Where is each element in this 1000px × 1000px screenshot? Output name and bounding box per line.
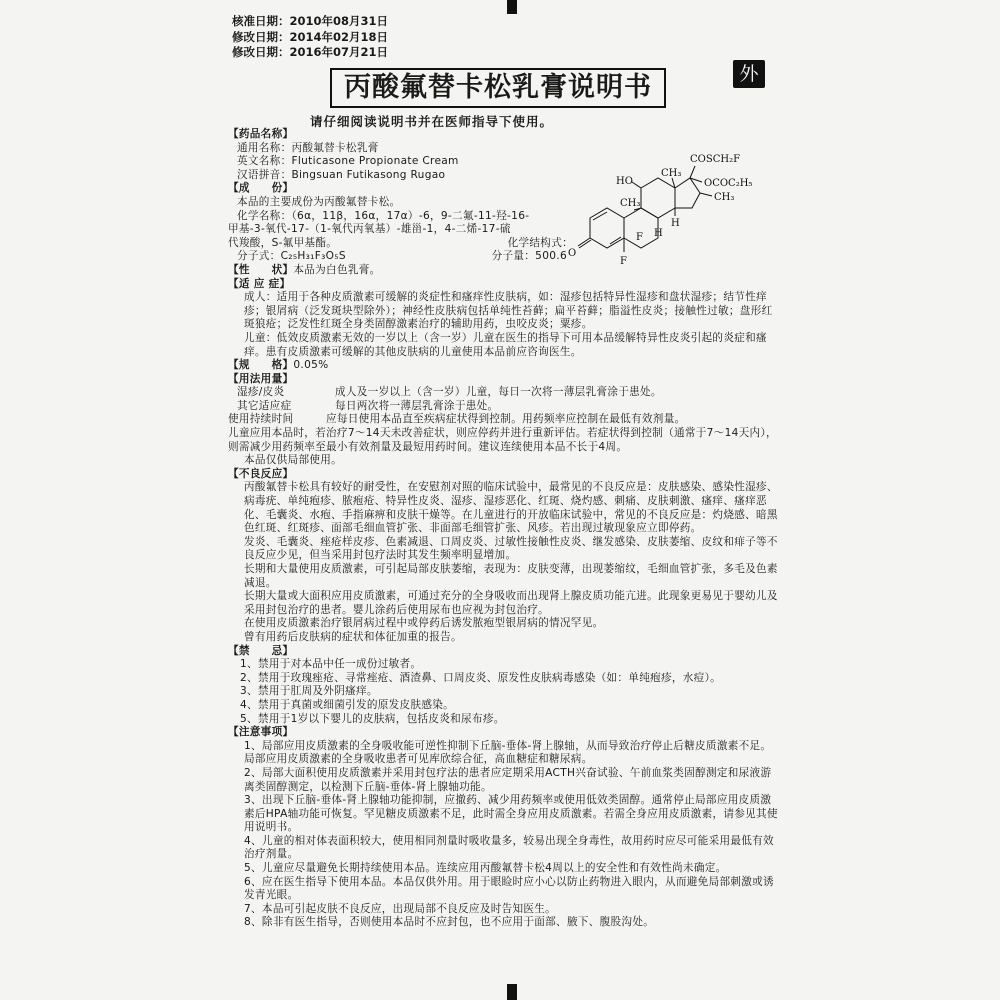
approval-dates: [232, 14, 388, 61]
usage-condition: 使用持续时间: [228, 413, 294, 426]
structure-label-oxygen: O: [568, 248, 577, 259]
molecular-weight: 分子量：500.6: [491, 250, 567, 263]
pinyin-name: 汉语拼音：Bingsuan Futikasong Rugao: [237, 168, 446, 181]
indications-child: 儿童：低效皮质激素无效的一岁以上（含一岁）儿童在医生的指导下可用本品缓解特异性皮炎引起的炎症和瘙痒。患有皮质激素可缓解的其他皮肤病的儿童使用本品前应咨询医生。: [244, 331, 767, 358]
usage-dosage: 成人及一岁以上（含一岁）儿童，每日一次将一薄层乳膏涂于患处。: [335, 386, 662, 399]
chemical-name-end: 代羧酸，S-氟甲基酯。: [228, 236, 338, 249]
precaution-item: 2、局部大面积使用皮质激素并采用封包疗法的患者应定期采用ACTH兴奋试验、午前血浆类固醇测定和尿液游离类固醇测定，以检测下丘脑-垂体-肾上腺轴功能。: [244, 766, 772, 793]
usage-condition: 其它适应症: [237, 399, 292, 412]
adverse-paragraph: 长期和大量使用皮质激素，可引起局部皮肤萎缩，表现为：皮肤变薄，出现萎缩纹，毛细血管扩张，多毛及色素减退。: [244, 563, 778, 589]
precaution-item: 6、应在医生指导下使用本品。本品仅供外用。用于眼睑时应小心以防止药物进入眼内，从而避免局部刺激或诱发青光眼。: [244, 875, 774, 902]
structure-caption: 化学结构式：: [507, 236, 573, 249]
approval-date: 核准日期：2010年08月31日: [232, 14, 389, 28]
contraindication-item: 2、禁用于玫瑰痤疮、寻常痤疮、酒渣鼻、口周皮炎、原发性皮肤病毒感染（如：单纯疱疹，水痘）。: [240, 671, 722, 684]
structure-label-hydroxyl: HO: [616, 176, 633, 187]
section-heading-adverse: 【不良反应】: [228, 467, 294, 480]
section-heading-contraindications: 【禁 忌】: [228, 644, 294, 657]
section-heading-spec: 【规 格】: [228, 359, 294, 372]
precaution-item: 5、儿童应尽量避免长期持续使用本品。连续应用丙酸氟替卡松4周以上的安全性和有效性尚未确定。: [244, 862, 727, 875]
section-heading-composition: 【成 份】: [228, 182, 294, 195]
indications-adult: 成人：适用于各种皮质激素可缓解的炎症性和瘙痒性皮肤病，如：湿疹包括特异性湿疹和盘状湿疹；结节性痒疹；银屑病（泛发斑块型除外）；神经性皮肤病包括单纯性苔藓；扁平苔藓；脂溢性皮炎；接触性过敏；盘形红斑狼疮；泛发性红斑全身类固醇激素治疗的辅助用药，虫咬皮炎；粟疹。: [244, 291, 773, 331]
structure-label-propionate: OCOC₂H₅: [704, 178, 753, 189]
main-ingredient: 本品的主要成份为丙酸氟替卡松。: [237, 195, 401, 208]
precaution-item: 7、本品可引起皮肤不良反应，出现局部不良反应及时告知医生。: [244, 902, 557, 915]
revision-date: 修改日期：2016年07月21日: [232, 45, 389, 59]
adverse-paragraph: 长期大量或大面积应用皮质激素，可通过充分的全身吸收而出现肾上腺皮质功能亢进。此现象更易见于婴幼儿及采用封包治疗的患者。婴儿涂药后使用尿布也应视为封包治疗。: [244, 590, 778, 616]
registration-mark-bottom: [507, 984, 517, 1000]
chemical-name-line: [228, 237, 573, 251]
structure-label-fluorine: F: [620, 256, 627, 267]
usage-row: [228, 386, 778, 400]
contraindication-item: 5、禁用于1岁以下婴儿的皮肤病，包括皮炎和尿布疹。: [240, 712, 505, 725]
structure-label-fluorine: F: [636, 232, 643, 243]
precaution-item: 1、局部应用皮质激素的全身吸收能可逆性抑制下丘脑-垂体-肾上腺轴，从而导致治疗停止后糖皮质激素不足。局部应用皮质激素的全身吸收患者可见库欣综合征，高血糖症和糖尿病。: [244, 739, 772, 766]
structure-label-hydrogen: H: [671, 218, 680, 229]
section-heading-indications: 【适 应 症】: [228, 277, 291, 290]
usage-condition: 湿疹/皮炎: [237, 386, 285, 399]
english-name: 英文名称：Fluticasone Propionate Cream: [237, 155, 459, 168]
section-heading-precautions: 【注意事项】: [228, 726, 294, 739]
adverse-paragraph: 在使用皮质激素治疗银屑病过程中或停药后诱发脓疱型银屑病的情况罕见。: [244, 617, 604, 630]
precaution-item: 3、出现下丘脑-垂体-肾上腺轴功能抑制，应撤药、减少用药频率或使用低效类固醇。通常停止局部应用皮质激素后HPA轴功能可恢复。罕见糖皮质激素不足，此时需全身应用皮质激素。若需全身应用皮质激素，请参见其使用说明书。: [244, 794, 778, 834]
precaution-item: 8、除非有医生指导，否则使用本品时不应封包，也不应用于面部、腋下、腹股沟处。: [244, 916, 655, 929]
usage-dosage: 应每日使用本品直至疾病症状得到控制。用药频率应控制在最低有效剂量。: [326, 413, 686, 426]
registration-mark-top: [507, 0, 517, 14]
adverse-paragraph: 发炎、毛囊炎、痤疮样皮疹、色素减退、口周皮炎、过敏性接触性皮炎、继发感染、皮肤萎缩、皮纹和痱子等不良反应少见，但当采用封包疗法时其发生频率明显增加。: [244, 535, 778, 562]
spec-row: [228, 359, 778, 373]
generic-name: 通用名称：丙酸氟替卡松乳膏: [237, 141, 379, 154]
usage-row: [228, 400, 778, 414]
revision-date: 修改日期：2014年02月18日: [232, 29, 389, 44]
document-title: 丙酸氟替卡松乳膏说明书: [330, 68, 666, 108]
section-heading-usage: 【用法用量】: [228, 372, 294, 385]
section-heading-drug-name: 【药品名称】: [228, 128, 294, 140]
leaflet-body: [228, 128, 778, 930]
contraindication-item: 4、禁用于真菌或细菌引发的原发皮肤感染。: [240, 698, 455, 711]
appearance-row: [228, 264, 778, 278]
molecular-formula: 分子式：C₂₅H₃₁F₃O₅S: [237, 250, 346, 263]
adverse-paragraph: 曾有用药后皮肤病的症状和体征加重的报告。: [244, 630, 462, 643]
structure-label-methyl: CH₃: [714, 192, 735, 203]
usage-row: [228, 413, 778, 427]
usage-topical-only: 本品仅供局部使用。: [244, 454, 343, 467]
contraindication-item: 1、禁用于对本品中任一成份过敏者。: [240, 658, 422, 671]
structure-label-hydrogen: H: [654, 228, 663, 239]
chemical-name-line: 甲基-3-氧代-17-（1-氧代丙氧基）-雄甾-1，4-二烯-17-硫: [228, 223, 511, 236]
adverse-paragraph: 丙酸氟替卡松具有较好的耐受性，在安慰剂对照的临床试验中，最常见的不良反应是：皮肤感染、感染性湿疹、病毒疣、单纯疱疹、脓疱疮、特异性皮炎、湿疹、湿疹恶化、红斑、烧灼感、刺痛、皮肤刺激、瘙痒、瘙痒恶化、毛囊炎、水疱、手指麻痹和皮肤干燥等。在儿童进行的开放临床试验中，常见的不良反应是：灼烧感、暗黑色红斑、红斑疹、面部毛细血管扩张、非面部毛细管扩张、风疹。若出现过敏现象应立即停药。: [244, 481, 778, 535]
molecular-info: [228, 250, 567, 264]
structure-label-fluoromethylthio-carbonyl: COSCH₂F: [690, 154, 741, 165]
usage-children: 儿童应用本品时，若治疗7～14天未改善症状，则应停药并进行重新评估。若症状得到控制（通常于7～14天内），则需减少用药频率至最小有效剂量及最短用药时间。建议连续使用本品不长于4周。: [228, 427, 777, 453]
external-use-badge: 外: [733, 60, 765, 88]
appearance-text: 本品为白色乳膏。: [293, 263, 381, 276]
precaution-item: 4、儿童的相对体表面积较大，使用相同剂量时吸收量多，较易出现全身毒性，故用药时应尽可能采用最低有效治疗剂量。: [244, 834, 774, 861]
structure-label-methyl: CH₃: [620, 198, 641, 209]
usage-dosage: 每日两次将一薄层乳膏涂于患处。: [335, 399, 499, 412]
section-heading-appearance: 【性 状】: [228, 263, 294, 276]
contraindication-item: 3、禁用于肛周及外阴瘙痒。: [240, 685, 378, 698]
read-instructions-notice: 请仔细阅读说明书并在医师指导下使用。: [310, 114, 554, 129]
spec-text: 0.05%: [293, 359, 329, 372]
chemical-name-line: 化学名称：（6α，11β，16α，17α）-6，9-二氟-11-羟-16-: [237, 209, 530, 222]
structure-label-methyl: CH₃: [661, 168, 682, 179]
